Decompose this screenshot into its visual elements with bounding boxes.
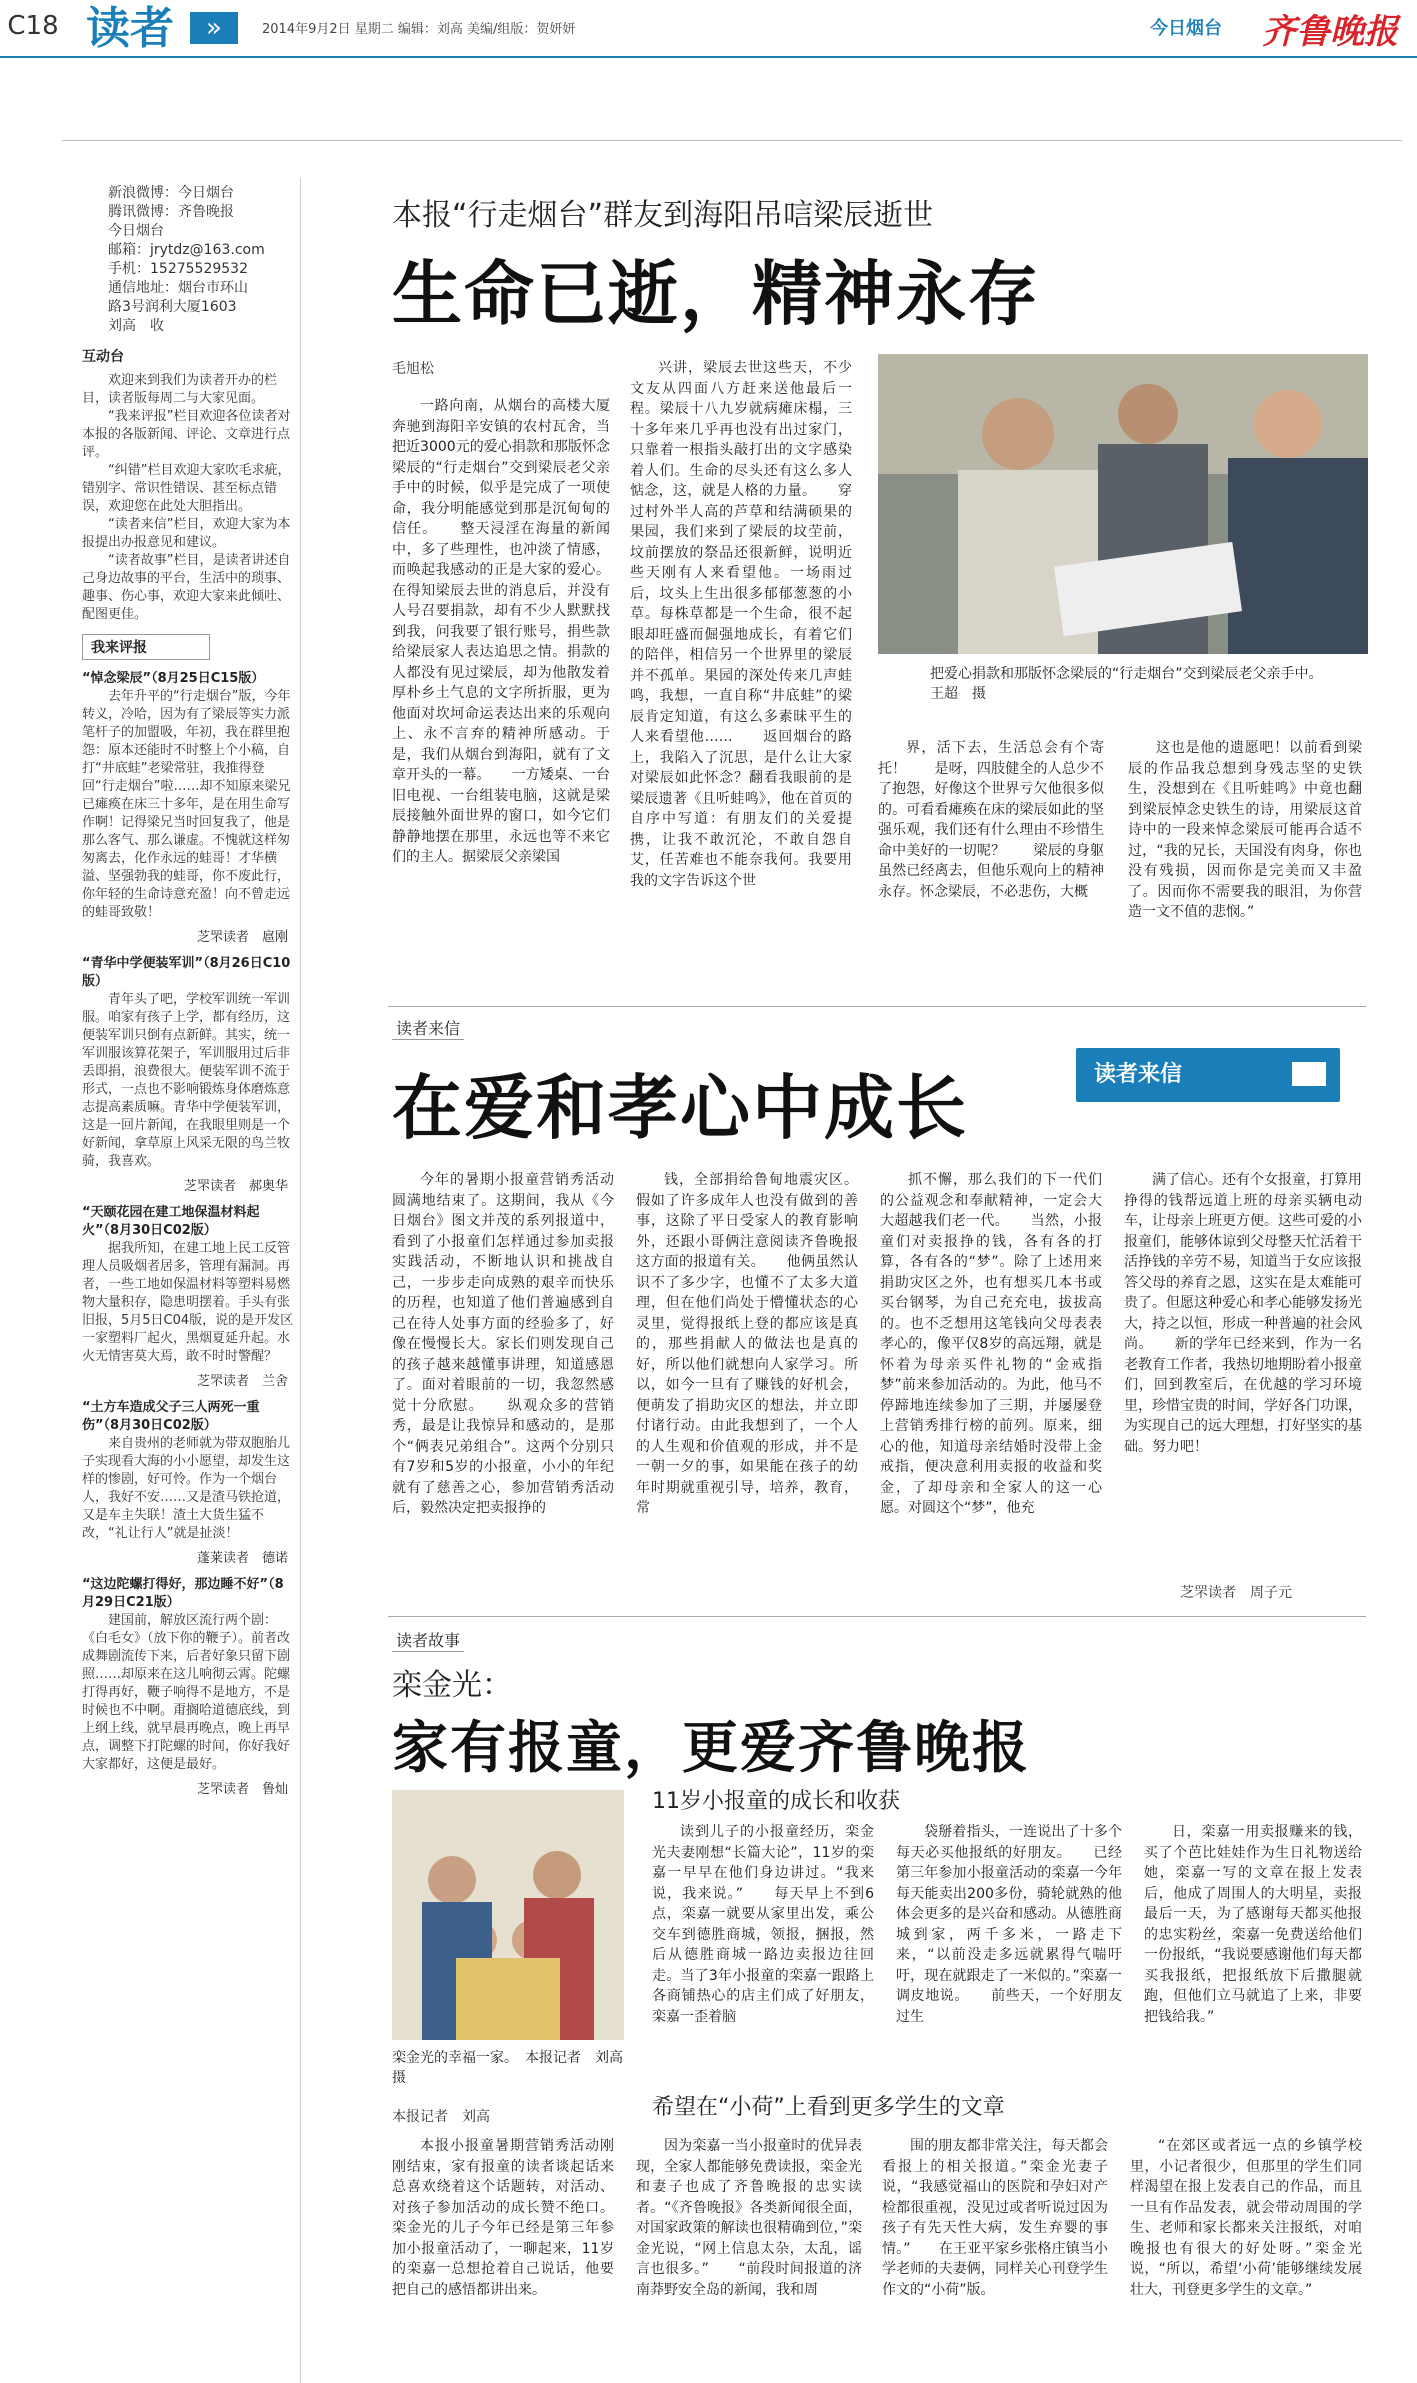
sidebar: [64, 178, 301, 2383]
review-title: “这边陀螺打得好，那边睡不好”（8月29日C21版）: [82, 1577, 284, 1610]
review-signature: 芝罘读者 郝奥华: [183, 1179, 288, 1194]
envelope-icon: [1292, 1062, 1326, 1086]
chevron-right-icon: »: [190, 12, 238, 44]
paper-logo: 齐鲁晚报: [1262, 12, 1398, 52]
interactive-heading: 互动台: [82, 349, 124, 365]
article1-photo: [878, 354, 1368, 654]
contact-phone: 手机：15275529532: [108, 261, 248, 277]
interactive-para: “读者故事”栏目，是读者讲述自己身边故事的平台，生活中的琐事、趣事、伤心事，欢迎大家来此倾吐、配图更佳。: [82, 553, 291, 622]
review-text: 建国前，解放区流行两个剧：《白毛女》（放下你的鞭子）。前者改成舞剧流传下来，后者好象只留下剧照……却原来在这儿响彻云霄。陀螺打得再好，鞭子响得不是地方，不是时候也不中啊。甭搁哈道德底线，到上纲上线，就早晨再晚点，晚上再早点，调整下打陀螺的时间，你好我好大家都好，这便是最好。: [82, 1613, 291, 1772]
article3-column: 袋掰着指头，一连说出了十多个每天必买他报纸的好朋友。 已经第三年参加小报童活动的栾嘉一今年每天能卖出200多份，骑轮就熟的他体会更多的是兴奋和感动。从德胜商城到家，两千多米，一路走下来，“以前没走多远就累得气喘吁吁，现在就跟走了一米似的。”栾嘉一调皮地说。 前些天，一个好朋友过生: [896, 1824, 1122, 2025]
article1-column: 这也是他的遗愿吧！以前看到梁辰的作品我总想到身残志坚的史铁生，没想到在《且听蛙鸣》中竟也翻到梁辰悼念史铁生的诗，用梁辰这首诗中的一段来悼念梁辰可能再合适不过，“我的兄长，天国没有肉身，你也没有残损，因而你是完美而又丰盈了。因而你不需要我的眼泪，为你营造一文不值的悲悯。”: [1128, 740, 1362, 920]
article2-column: 钱，全部捐给鲁甸地震灾区。假如了许多成年人也没有做到的善事，这除了平日受家人的教育影响外，还跟小哥俩注意阅读齐鲁晚报这方面的报道有关。 他俩虽然认识不了多少字，也懂不了太多大道理，但在他们尚处于懵懂状态的心灵里，觉得报纸上登的都应该是真的，那些捐献人的做法也是真的好，所以他们就想向人家学习。所以，如今一旦有了赚钱的好机会，便萌发了捐助灾区的想法，并立即付诸行动。由此我想到了，一个人的人生观和价值观的形成，并不是一朝一夕的事，如果能在孩子的幼年时期就重视引导，培养，教育，常: [636, 1172, 858, 1516]
article3-kicker: 栾金光：: [392, 1668, 512, 1703]
header-divider-thin: [62, 140, 1402, 141]
article3-headline: 家有报童，更爱齐鲁晚报: [392, 1716, 1030, 1781]
review-item: [64, 1576, 300, 1797]
article2-label: 读者来信: [392, 1016, 464, 1040]
article2-column: 今年的暑期小报童营销秀活动圆满地结束了。这期间，我从《今日烟台》图文并茂的系列报道中，看到了小报童们怎样通过参加卖报实践活动，不断地认识和挑战自己，一步步走向成熟的艰辛而快乐的历程，也知道了他们普遍感到自己在待人处事方面的经验多了，好像在慢慢长大。家长们则发现自己的孩子越来越懂事讲理，知道感恩了。面对着眼前的一切，我忽然感觉十分欣慰。 纵观众多的营销秀，最是让我惊异和感动的，是那个“俩表兄弟组合”。这两个分别只有7岁和5岁的小报童，小小的年纪就有了慈善之心，参加营销秀活动后，毅然决定把卖报挣的: [392, 1172, 614, 1516]
article2-headline: 在爱和孝心中成长: [392, 1067, 968, 1149]
article2-column: 抓不懈，那么我们的下一代们的公益观念和奉献精神，一定会大大超越我们老一代。 当然，小报童们对卖报挣的钱，各有各的打算，各有各的“梦”。除了上述用来捐助灾区之外，也有想买几本书或买台钢琴，为自己充充电，拔拔高的。也不乏想用这笔钱向父母表表孝心的，像平仅8岁的高远翔，就是怀着为母亲买件礼物的“金戒指梦”前来参加活动的。为此，他马不停蹄地连续参加了三期，并屡屡登上营销秀排行榜的前列。原来，细心的他，知道母亲结婚时没带上金戒指，便决意利用卖报的收益和奖金，了却母亲和全家人的这一心愿。对圆这个“梦”，他充: [880, 1172, 1102, 1516]
review-item: [64, 1399, 300, 1566]
article3-label: 读者故事: [392, 1628, 464, 1652]
photo-illustration: [392, 1790, 624, 2040]
article3-column: 日，栾嘉一用卖报赚来的钱，买了个芭比娃娃作为生日礼物送给她，栾嘉一写的文章在报上发表后，他成了周围人的大明星，卖报最后一天，为了感谢每天都买他报的忠实粉丝，栾嘉一免费送给他们一份报纸，“我说要感谢他们每天都买我报纸，把报纸放下后撒腿就跑，但他们立马就追了上来，非要把钱给我。”: [1144, 1824, 1362, 2025]
review-text: 青年头了吧，学校军训统一军训服。咱家有孩子上学，都有经历，这便装军训只倒有点新鲜。其实，统一军训服该算花架子，军训服用过后非丢即捐，浪费很大。便装军训不流于形式，一点也不影响锻炼身体磨炼意志提高素质嘛。青华中学便装军训，这是一回片新闻，在我眼里则是一个好新闻，拿草原上风采无限的鸟兰牧骑，我喜欢。: [82, 992, 291, 1169]
page-number: C18: [7, 11, 59, 41]
review-item: [64, 955, 300, 1194]
article1-photo-caption: 把爱心捐款和那版怀念梁辰的“行走烟台”交到梁辰老父亲手中。 王超 摄: [930, 666, 1330, 702]
article2-column: 满了信心。还有个女报童，打算用挣得的钱帮远道上班的母亲买辆电动车，让母亲上班更方便。这些可爱的小报童们，能够体谅到父母整天忙活着干活挣钱的辛劳不易，知道当于女应该报答父母的养育之恩，这实在是太难能可贵了。但愿这种爱心和孝心能够发扬光大，持之以恒，形成一种普遍的社会风尚。 新的学年已经来到，作为一名老教育工作者，我热切地期盼着小报童们，回到教室后，在优越的学习环境里，珍惜宝贵的时间，学好各门功课，为实现自己的远大理想，打好坚实的基础。努力吧！: [1124, 1172, 1362, 1455]
review-title: “土方车造成父子三人两死一重伤”（8月30日C02版）: [82, 1400, 260, 1433]
contact-block: [64, 178, 300, 336]
review-title: “青华中学便装军训”（8月26日C10版）: [82, 956, 291, 989]
article1-byline: 毛旭松: [392, 361, 434, 377]
article3-column: 本报小报童暑期营销秀活动刚刚结束，家有报童的读者谈起话来总喜欢绕着这个话题转，对活动、对孩子参加活动的成长赞不绝口。栾金光的儿子今年已经是第三年参加小报童活动了，一聊起来，11岁的栾嘉一总想抢着自己说话，他要把自己的感悟都讲出来。: [392, 2138, 614, 2298]
family-photo: [392, 1790, 624, 2040]
article1-headline: 生命已逝，精神永存: [392, 253, 1040, 335]
section-title: 读者: [86, 3, 174, 54]
article1-kicker: 本报“行走烟台”群友到海阳吊唁梁辰逝世: [392, 198, 934, 233]
contact-line: 路3号润利大厦1603: [108, 299, 237, 315]
contact-line: 今日烟台: [108, 223, 164, 239]
edition-name: 今日烟台: [1150, 18, 1222, 39]
review-heading: 我来评报: [82, 634, 210, 660]
interactive-para: “我来评报”栏目欢迎各位读者对本报的各版新闻、评论、文章进行点评。: [82, 409, 291, 460]
contact-line: 刘高 收: [108, 318, 164, 334]
contact-line: 腾讯微博：齐鲁晚报: [108, 204, 234, 220]
article3-column: 围的朋友都非常关注，每天都会看报上的相关报道。”栾金光妻子说，“我感觉福山的医院和孕妇对产检都很重视，没见过或者听说过因为孩子有先天性大病，发生弃婴的事情。” 在王亚平家乡张格庄镇当小学老师的夫妻俩，同样关心刊登学生作文的“小荷”版。: [882, 2138, 1108, 2298]
contact-line: 通信地址：烟台市环山: [108, 280, 248, 296]
article3-column: “在郊区或者远一点的乡镇学校里，小记者很少，但那里的学生们同样渴望在报上发表自己的作品，而且一旦有作品发表，就会带动周围的学生、老师和家长都来关注报纸，对咱晚报也有很大的好处呀。”栾金光说，“所以，希望‘小荷’能够继续发展壮大，刊登更多学生的文章。”: [1130, 2138, 1362, 2298]
review-signature: 芝罘读者 兰舍: [196, 1374, 288, 1389]
section-divider: [388, 1006, 1366, 1007]
contact-email[interactable]: 邮箱：jrytdz@163.com: [108, 242, 265, 258]
review-item: [64, 1204, 300, 1389]
issue-meta: 2014年9月2日 星期二 编辑：刘高 美编/组版：贺妍妍: [262, 22, 576, 37]
article1-column: 一路向南，从烟台的高楼大厦奔驰到海阳辛安镇的农村瓦舍，当把近3000元的爱心捐款和那版怀念梁辰的“行走烟台”交到梁辰老父亲手中的时候，似乎是完成了一项使命，我分明能感觉到那是沉甸甸的信任。 整天浸淫在海量的新闻中，多了些理性，也冲淡了情感，而唤起我感动的正是大家的爱心。在得知梁辰去世的消息后，并没有人号召要捐款，却有不少人默默找到我，问我要了银行账号，捐些款给梁辰家人表达追思之情。捐款的人都没有见过梁辰，却为他散发着厚朴乡土气息的文字所折服，更为他面对坎坷命运表达出来的乐观向上、永不言弃的精神所感动。于是，我们从烟台到海阳，就有了文章开头的一幕。 一方矮桌、一台旧电视、一台组装电脑，这就是梁辰接触外面世界的窗口，如今它们静静地摆在那里，永远也等不来它们的主人。据梁辰父亲梁国: [392, 398, 610, 865]
article3-column: 因为栾嘉一当小报童时的优异表现，全家人都能够免费读报，栾金光和妻子也成了齐鲁晚报的忠实读者。“《齐鲁晚报》各类新闻很全面，对国家政策的解读也很精确到位，”栾金光说，“网上信息太杂，太乱，谣言也很多。” “前段时间报道的济南莽野安全岛的新闻，我和周: [636, 2138, 862, 2298]
review-text: 据我所知，在建工地上民工反管理人员吸烟者居多，管理有漏洞。再者，一些工地如保温材料等塑料易燃物大量积存，隐患明摆着。手头有张旧报，5月5日C04版，说的是开发区一家塑料厂起火，黑烟夏延升起。水火无情害莫大焉，敢不时时警醒？: [82, 1241, 294, 1364]
review-title: “天颐花园在建工地保温材料起火”（8月30日C02版）: [82, 1205, 260, 1238]
article3-column: 读到儿子的小报童经历，栾金光夫妻刚想“长篇大论”，11岁的栾嘉一早早在他们身边讲过。“我来说，我来说。” 每天早上不到6点，栾嘉一就要从家里出发，乘公交车到德胜商城，领报，捆报，然后从德胜商城一路边卖报边往回走。当了3年小报童的栾嘉一跟路上各商铺热心的店主们成了好朋友，栾嘉一歪着脑: [652, 1824, 874, 2025]
review-item: [64, 670, 300, 945]
review-signature: 蓬莱读者 德诺: [196, 1551, 288, 1566]
article1-column: 界，活下去，生活总会有个寄托！ 是呀，四肢健全的人总少不了抱怨，好像这个世界亏欠他很多似的。可看看瘫痪在床的梁辰如此的坚强乐观，我们还有什么理由不珍惜生命中美好的一切呢？ 梁辰的身躯虽然已经离去，但他乐观向上的精神永存。怀念梁辰，不必悲伤，大概: [878, 740, 1104, 900]
reader-letter-badge: [1076, 1048, 1340, 1102]
section-divider: [388, 1616, 1366, 1617]
article2-signature: 芝罘读者 周子元: [1180, 1585, 1292, 1601]
article3-subhead: 11岁小报童的成长和收获: [652, 1789, 900, 1814]
article3-subhead: 希望在“小荷”上看到更多学生的文章: [652, 2095, 1005, 2120]
interactive-para: 欢迎来到我们为读者开办的栏目，读者版每周二与大家见面。: [82, 373, 278, 406]
photo-illustration: [878, 354, 1368, 654]
review-title: “悼念梁辰”（8月25日C15版）: [82, 671, 265, 686]
interactive-para: “读者来信”栏目，欢迎大家为本报提出办报意见和建议。: [82, 517, 291, 550]
review-signature: 芝罘读者 扈刚: [196, 930, 288, 945]
review-text: 来自贵州的老师就为带双胞胎儿子实现看大海的小小愿望，却发生这样的惨剧，好可怜。作为一个烟台人，我好不安……又是渣马铁抢道，又是车主失联！渣土大货生猛不改，“礼让行人”就是扯淡！: [82, 1436, 291, 1541]
review-signature: 芝罘读者 鲁灿: [196, 1782, 288, 1797]
interactive-para: “纠错”栏目欢迎大家吹毛求疵，错别字、常识性错误、甚至标点错误，欢迎您在此处大胆指出。: [82, 463, 291, 514]
article1-column: 兴讲，梁辰去世这些天，不少文友从四面八方赶来送他最后一程。梁辰十八九岁就病瘫床榻，三十多年来几乎再也没有出过家门，只靠着一根指头敲打出的文字感染着人们。生命的尽头还有这么多人惦念，这，就是人格的力量。 穿过村外半人高的芦草和结满硕果的果园，我们来到了梁辰的坟茔前，坟前摆放的祭品还很新鲜，说明近些天刚有人来看望他。一场雨过后，坟头上生出很多郁郁葱葱的小草。每株草都是一个生命，很不起眼却旺盛而倔强地成长，有着它们的陪伴，相信另一个世界里的梁辰并不孤单。果园的深处传来几声蛙鸣，我想，一直自称“井底蛙”的梁辰肯定知道，有这么多素昧平生的人来看望他…… 返回烟台的路上，我陷入了沉思，是什么让大家对梁辰如此怀念？翻看我眼前的是梁辰遗著《且听蛙鸣》，他在首页的自序中写道：有朋友们的关爱提携，让我不敢沉沦，不敢自怨自艾，任苦难也不能奈我何。我要用我的文字告诉这个世: [630, 360, 852, 889]
family-photo-caption: 栾金光的幸福一家。 本报记者 刘高 摄: [392, 2050, 637, 2086]
article3-byline: 本报记者 刘高: [392, 2109, 490, 2125]
contact-line: 新浪微博：今日烟台: [108, 185, 234, 201]
badge-label: 读者来信: [1094, 1062, 1183, 1087]
review-text: 去年升平的“行走烟台”版，今年转义，冷哈，因为有了梁辰等实力派笔杆子的加盟吸，年初，我在群里抱怨：原本还能时不时整上个小稿，自打“井底蛙”老梁常驻，我推得登回“行走烟台”啦……却不知原来梁兄已瘫痪在床三十多年，是在用生命写作啊！记得梁兄当时回复我了，他是那么客气、那么谦虚。不愧就这样匆匆离去，化作永远的蛙哥！才华横溢、坚强勃我的蛙哥，你不废此行，你年轻的生命诗意充盈！向不曾走远的蛙哥致敬！: [82, 689, 291, 920]
header-divider: [0, 56, 1417, 58]
